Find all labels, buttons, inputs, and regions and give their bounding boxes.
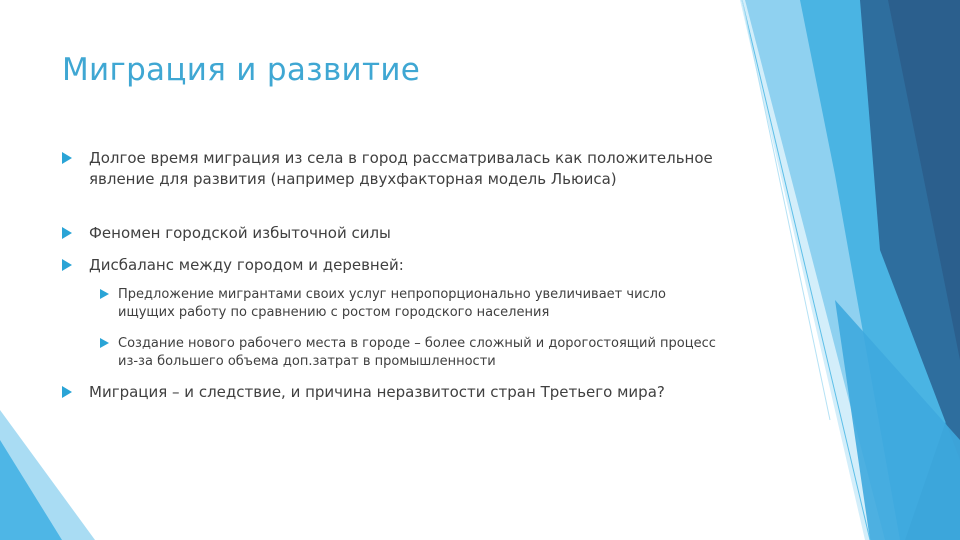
bullet-text: Феномен городской избыточной силы	[89, 224, 391, 242]
bullet-arrow-icon	[100, 338, 109, 348]
bullet-text: Долгое время миграция из села в город рассматривалась как положительное явление для развития (например двухфакторная модель Льюиса)	[89, 149, 713, 188]
bullet-arrow-icon	[62, 227, 72, 239]
sub-bullet-item	[118, 335, 718, 371]
bullet-arrow-icon	[62, 386, 72, 398]
sub-bullet-text: Создание нового рабочего места в городе – более сложный и дорогостоящий процесс из-за большего объема доп.затрат в промышленности	[118, 336, 716, 369]
bullet-arrow-icon	[62, 259, 72, 271]
bullet-item	[89, 223, 739, 244]
sub-bullet-text: Предложение мигрантами своих услуг непропорционально увеличивает число ищущих работу по сравнению с ростом городского населения	[118, 287, 666, 320]
bullet-item	[89, 382, 739, 403]
bullet-item	[89, 148, 739, 190]
bullet-text: Миграция – и следствие, и причина неразвитости стран Третьего мира?	[89, 383, 665, 401]
slide-title: Миграция и развитие	[62, 52, 421, 88]
sub-bullet-item	[118, 286, 718, 322]
bullet-item	[89, 255, 739, 276]
bullet-text: Дисбаланс между городом и деревней:	[89, 256, 404, 274]
bullet-arrow-icon	[62, 152, 72, 164]
bullet-arrow-icon	[100, 289, 109, 299]
